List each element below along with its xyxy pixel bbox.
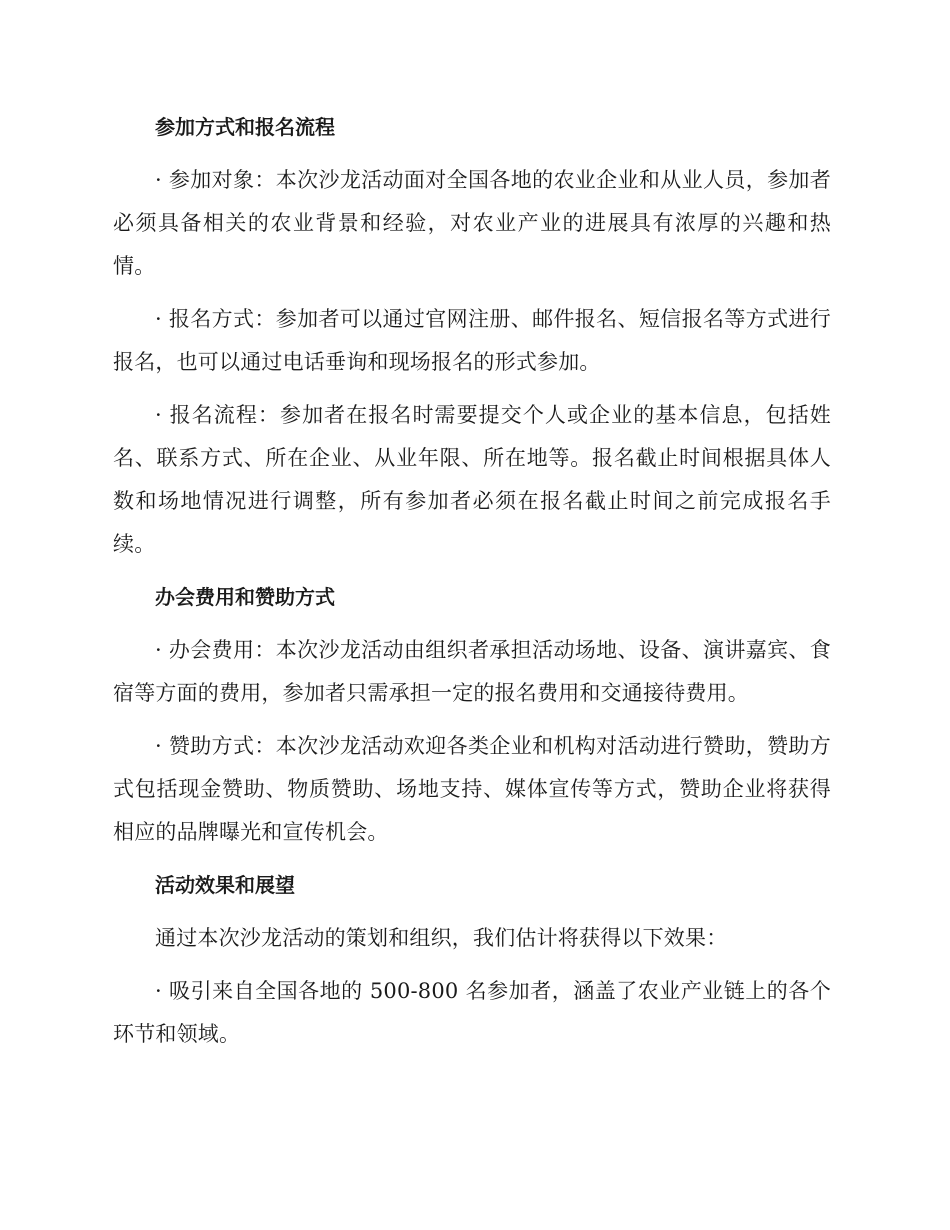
paragraph-participants: · 参加对象：本次沙龙活动面对全国各地的农业企业和从业人员，参加者必须具备相关的农业背景和经验，对农业产业的进展具有浓厚的兴趣和热情。: [113, 168, 831, 278]
paragraph-sponsorship: · 赞助方式：本次沙龙活动欢迎各类企业和机构对活动进行赞助，赞助方式包括现金赞助、物质赞助、场地支持、媒体宣传等方式，赞助企业将获得相应的品牌曝光和宣传机会。: [113, 734, 831, 844]
document-body: [113, 106, 831, 1066]
paragraph-registration-process: · 报名流程：参加者在报名时需要提交个人或企业的基本信息，包括姓名、联系方式、所在企业、从业年限、所在地等。报名截止时间根据具体人数和场地情况进行调整，所有参加者必须在报名截止时间之前完成报名手续。: [113, 403, 831, 556]
paragraph-outcome-attendance: · 吸引来自全国各地的 500-800 名参加者，涵盖了农业产业链上的各个环节和领域。: [113, 979, 831, 1046]
section-heading-fees-sponsorship: 办会费用和赞助方式: [155, 585, 335, 609]
paragraph-fees: · 办会费用：本次沙龙活动由组织者承担活动场地、设备、演讲嘉宾、食宿等方面的费用，参加者只需承担一定的报名费用和交通接待费用。: [113, 638, 831, 705]
section-heading-outcomes: 活动效果和展望: [155, 873, 295, 897]
paragraph-outcomes-intro: 通过本次沙龙活动的策划和组织，我们估计将获得以下效果：: [155, 926, 728, 950]
paragraph-registration-method: · 报名方式：参加者可以通过官网注册、邮件报名、短信报名等方式进行报名，也可以通过电话垂询和现场报名的形式参加。: [113, 307, 831, 374]
section-heading-registration: 参加方式和报名流程: [155, 115, 335, 139]
